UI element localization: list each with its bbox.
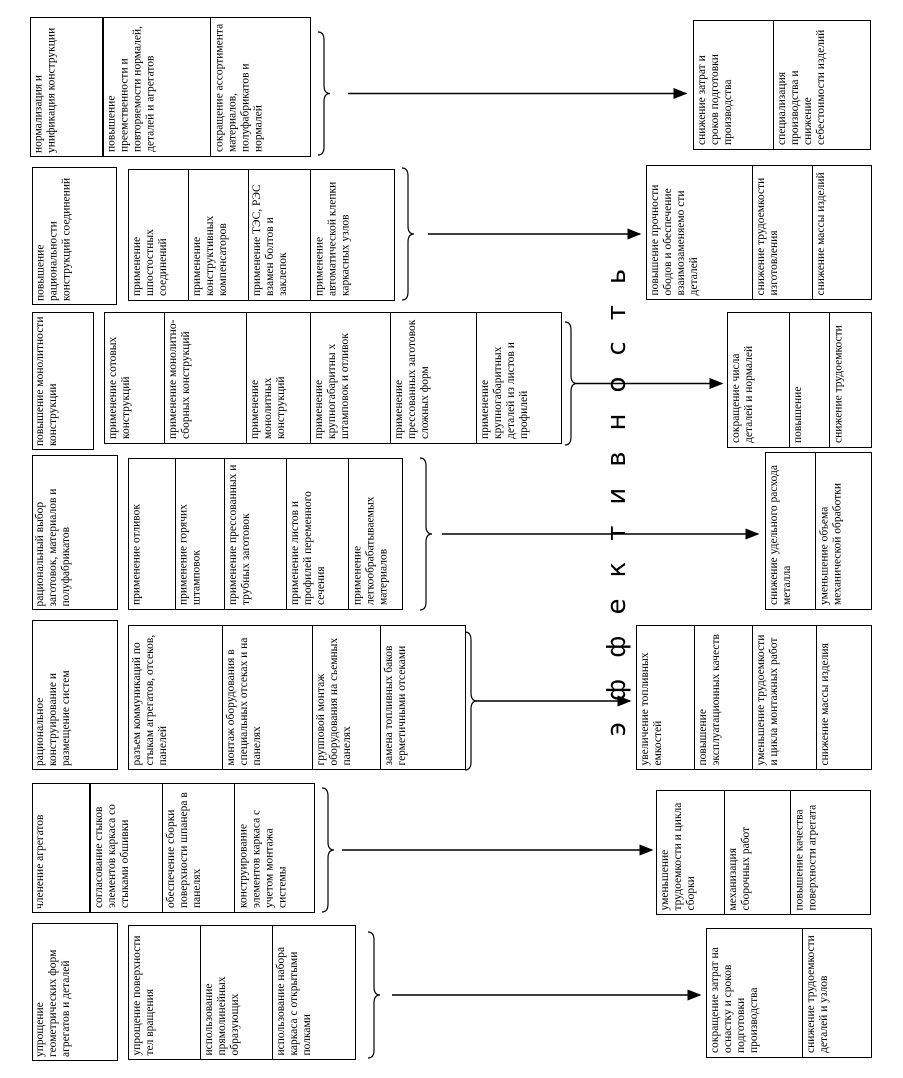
- effect-cell: снижение массы изделий: [815, 171, 827, 295]
- item-cell: применение автоматической клепки каркасных узлов: [313, 181, 351, 296]
- method-label: повышение рациональности конструкций соединений: [34, 177, 72, 301]
- item-cell: повышение преемственности и повторяемости нормалей, деталей и агрегатов: [104, 18, 211, 156]
- item-cell: применение монолитных конструкций: [247, 313, 311, 443]
- effects-box: [693, 20, 871, 150]
- effects-box: [765, 452, 872, 610]
- effect-cell: повышение качества поверхности агрегата: [793, 804, 818, 910]
- item-cell: применение сотовых конструкций: [105, 313, 165, 443]
- item-cell: применение ТЭС, РЭС взамен болтов и заклепок: [249, 170, 311, 300]
- item-cell: использование прямолинейных образующих: [201, 926, 273, 1059]
- method-box: [32, 167, 117, 305]
- item-cell: монтаж оборудования в специальных отсеках и на панелях: [223, 626, 313, 769]
- grouping-brace: [318, 32, 330, 155]
- effects-box: [706, 928, 872, 1058]
- method-label: упрощение геометрических форм агрегатов и деталей: [34, 949, 72, 1057]
- grouping-brace: [420, 458, 432, 610]
- item-cell: разъем коммуникаций по стыкам агрегатов, отсеков, панелей: [129, 626, 223, 769]
- item-cell: применение монолитно-сборных конструкций: [165, 313, 247, 443]
- item-cell: применение шпостостных соединений: [129, 170, 189, 300]
- effect-cell: снижение удельного расхода металла: [766, 453, 816, 609]
- item-cell: применение листов и профилей переменного сечения: [287, 459, 349, 609]
- effects-box: [646, 165, 872, 300]
- method-box: [32, 923, 118, 1061]
- effect-cell: механизация сборочных работ: [725, 791, 791, 914]
- item-cell: конструирование элементов каркаса с учетом монтажа системы: [237, 809, 288, 908]
- effect-cell: снижение трудоемкости деталей и узлов: [805, 935, 830, 1053]
- item-cell: применение крупногабаритны х штамповок и отливок: [311, 313, 391, 443]
- effect-cell: уменьшение трудоемкости и цикла сборки: [657, 791, 725, 914]
- effect-cell: уменьшение трудоемкости и цикла монтажных работ: [753, 626, 817, 769]
- method-label: рациональный выбор заготовок, материалов и полуфабрикатов: [34, 488, 72, 606]
- effects-box: [727, 312, 872, 448]
- method-label: нормализация и унификация конструкции: [32, 27, 57, 153]
- effect-cell: снижение массы изделия: [819, 642, 831, 765]
- items-box: [104, 312, 562, 444]
- method-box: [30, 17, 103, 157]
- effect-cell: увеличение топливных емкостей: [637, 626, 695, 769]
- item-cell: замена топливных баков герметичными отсеками: [383, 645, 408, 765]
- effect-cell: сокращение затрат на оснастку и сроков подготовки производства: [707, 929, 803, 1057]
- item-cell: применение конструктивных компенсаторов: [189, 170, 249, 300]
- grouping-brace: [322, 788, 334, 912]
- item-cell: сокращение ассортимента материалов, полуфабрикатов и нормалей: [213, 23, 264, 152]
- grouping-brace: [465, 632, 477, 770]
- method-label: повышение монолитности конструкции: [34, 316, 59, 446]
- method-label: членение агрегатов: [34, 814, 46, 909]
- items-box: [128, 625, 466, 770]
- effects-box: [656, 790, 871, 915]
- items-box: [90, 783, 315, 913]
- item-cell: согласование стыков элементов каркаса со стыками обшивки: [91, 784, 163, 912]
- effect-cell: повышение эксплуатационных качеств: [695, 626, 753, 769]
- item-cell: применение горячих штамповок: [176, 459, 225, 609]
- item-cell: групповой монтаж оборудования на съемных панелях: [313, 626, 381, 769]
- items-box: [128, 458, 403, 610]
- item-cell: использование набора каркаса с открытыми полками: [275, 946, 313, 1055]
- items-box: [103, 17, 311, 157]
- grouping-brace: [368, 932, 380, 1058]
- items-box: [128, 925, 356, 1060]
- effect-cell: снижение трудоемкости: [832, 325, 844, 443]
- item-cell: обеспечение сборки поверхности шпанера в панелях: [163, 784, 235, 912]
- item-cell: упрощение поверхности тел вращения: [129, 926, 201, 1059]
- effect-cell: снижение трудоемкости изготовления: [753, 166, 813, 299]
- grouping-brace: [402, 168, 414, 300]
- method-box: [32, 783, 90, 913]
- method-box: [32, 455, 118, 610]
- effect-cell: повышение: [790, 313, 830, 447]
- item-cell: применение отливок: [129, 459, 176, 609]
- grouping-brace: [565, 322, 577, 445]
- items-box: [128, 169, 395, 301]
- method-label: рациональное конструирование и размещение систем: [34, 670, 72, 766]
- item-cell: применение прессованных и трубных заготовок: [225, 459, 287, 609]
- effect-cell: сокращение числа деталей и нормалей: [728, 313, 790, 447]
- effects-box: [636, 625, 872, 770]
- effect-cell: повышение прочности ободов и обеспечение взаимозаменяемо сти деталей: [647, 166, 753, 299]
- item-cell: применение крупногабаритных деталей из листов и профилей: [479, 342, 530, 439]
- effect-cell: снижение затрат и сроков подготовки производства: [694, 21, 774, 149]
- item-cell: применение легкообрабатываемых материалов: [351, 496, 389, 605]
- effect-cell: специализация производства и снижение себестоимости изделий: [776, 29, 827, 145]
- method-box: [32, 620, 118, 770]
- effectiveness-label: эффективность: [602, 247, 632, 737]
- effect-cell: уменьшение объема механической обработки: [818, 483, 843, 605]
- item-cell: применение прессованных заготовок сложных форм: [391, 313, 477, 443]
- method-box: [32, 312, 94, 450]
